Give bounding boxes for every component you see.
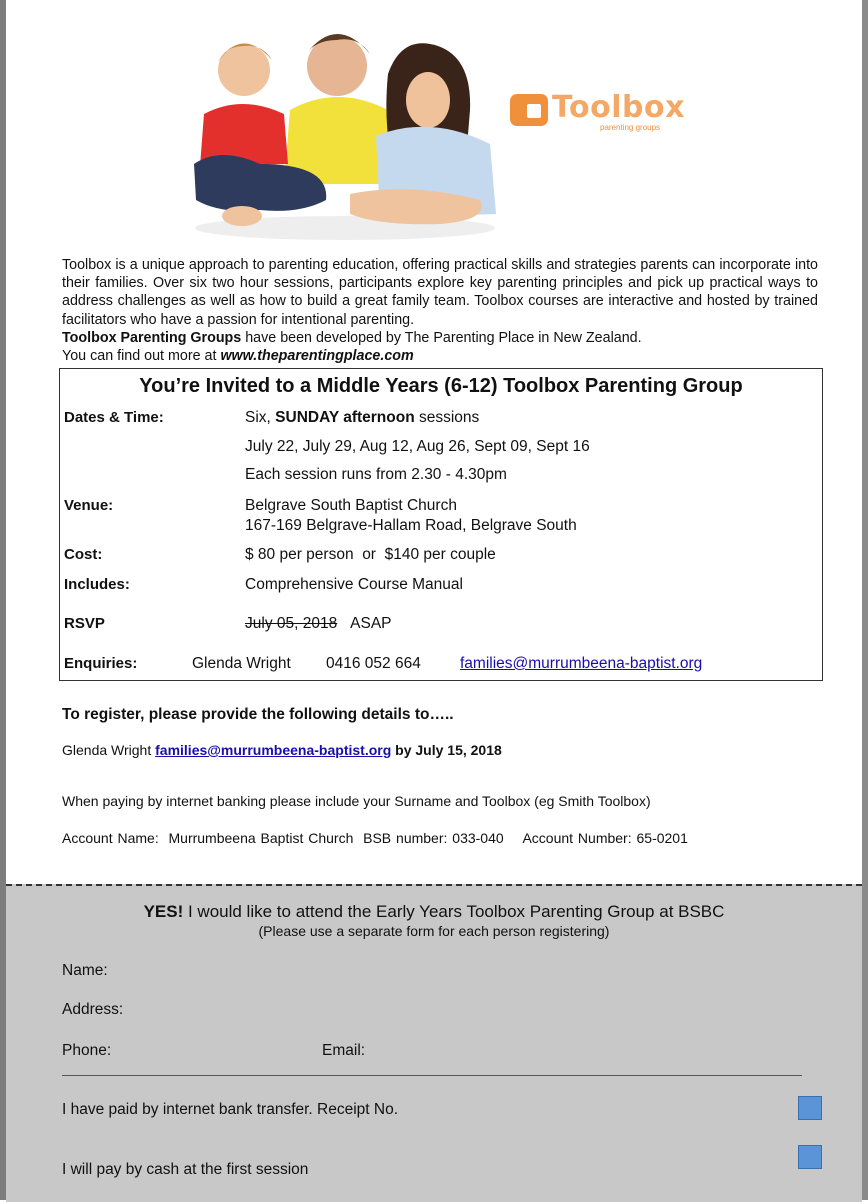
register-deadline: by July 15, 2018: [391, 742, 502, 758]
payment-note: When paying by internet banking please include your Surname and Toolbox (eg Smith Toolbox): [62, 793, 651, 809]
session-time: Each session runs from 2.30 - 4.30pm: [245, 466, 507, 483]
includes-value: Comprehensive Course Manual: [245, 576, 463, 593]
register-name: Glenda Wright: [62, 742, 156, 758]
intro-text: [62, 256, 818, 365]
name-field-label: Name:: [62, 962, 108, 979]
rsvp-value: [245, 615, 392, 633]
venue-name: Belgrave South Baptist Church: [245, 497, 457, 514]
enquiries-phone: 0416 052 664: [326, 655, 421, 672]
children-photo: [180, 14, 510, 244]
invitation-title: You’re Invited to a Middle Years (6-12) Toolbox Parenting Group: [139, 375, 743, 397]
rsvp-asap: ASAP: [350, 615, 392, 632]
rsvp-label: RSVP: [64, 615, 105, 632]
email-field-label: Email:: [322, 1042, 366, 1059]
enquiries-email-link[interactable]: families@murrumbeena-baptist.org: [460, 655, 703, 672]
dates-label: Dates & Time:: [64, 409, 164, 426]
paid-transfer-label: I have paid by internet bank transfer. Receipt No.: [62, 1101, 399, 1118]
enquiries-label: Enquiries:: [64, 655, 138, 672]
venue-address: 167-169 Belgrave-Hallam Road, Belgrave South: [245, 517, 577, 534]
logo-tagline: parenting groups: [600, 123, 661, 132]
phone-field-label: Phone:: [62, 1042, 112, 1059]
find-more-line: [62, 347, 818, 365]
developed-bold: Toolbox Parenting Groups: [62, 329, 242, 346]
form-title: [6, 902, 862, 922]
pay-cash-label: I will pay by cash at the first session: [62, 1161, 309, 1178]
account-details: Account Name: Murrumbeena Baptist Church BSB number: 033-040 Account Number: 65-0201: [62, 830, 688, 846]
website-link[interactable]: www.theparentingplace.com: [220, 348, 414, 365]
dates-list: July 22, July 29, Aug 12, Aug 26, Sept 09, Sept 16: [245, 438, 590, 455]
invitation-box: [59, 368, 823, 681]
dates-prefix: Six,: [245, 409, 276, 426]
dates-suffix: sessions: [414, 409, 480, 426]
toolbox-logo: [510, 92, 700, 142]
toolbox-logo-icon: [510, 94, 548, 126]
register-contact: [62, 742, 502, 758]
cost-value: $ 80 per person or $140 per couple: [245, 546, 496, 563]
form-divider-line: [62, 1075, 802, 1076]
venue-label: Venue:: [64, 497, 114, 514]
cost-label: Cost:: [64, 546, 103, 563]
rsvp-struck-date: July 05, 2018: [245, 615, 338, 632]
form-title-rest: I would like to attend the Early Years Toolbox Parenting Group at BSBC: [183, 902, 725, 921]
find-more-text: You can find out more at: [62, 348, 221, 365]
form-subtitle: (Please use a separate form for each person registering): [258, 923, 610, 939]
register-heading: To register, please provide the following details to…..: [62, 706, 454, 723]
includes-label: Includes:: [64, 576, 130, 593]
dates-bold: SUNDAY afternoon: [275, 409, 415, 426]
address-field-label: Address:: [62, 1001, 124, 1018]
enquiries-name: Glenda Wright: [192, 655, 291, 672]
dates-value: [245, 409, 479, 427]
registration-form: [6, 884, 862, 1202]
page-edge-right: [862, 0, 868, 1200]
logo-word: Toolbox: [552, 90, 685, 125]
intro-paragraph: Toolbox is a unique approach to parenting education, offering practical skills and strategies parents can incorporate into their families. Over six two hour sessions, participants explore key parenting principles and pick up practical ways to address challenges as well as how to build a great family team. Toolbox courses are interactive and hosted by trained facilitators who have a passion for intentional parenting.: [62, 257, 818, 328]
developed-rest: have been developed by The Parenting Place in New Zealand.: [241, 329, 642, 346]
register-email-link[interactable]: families@murrumbeena-baptist.org: [155, 742, 392, 758]
paid-transfer-checkbox-icon[interactable]: [798, 1096, 822, 1120]
form-yes: YES!: [143, 902, 184, 921]
pay-cash-checkbox-icon[interactable]: [798, 1145, 822, 1169]
developed-line: [62, 329, 818, 347]
